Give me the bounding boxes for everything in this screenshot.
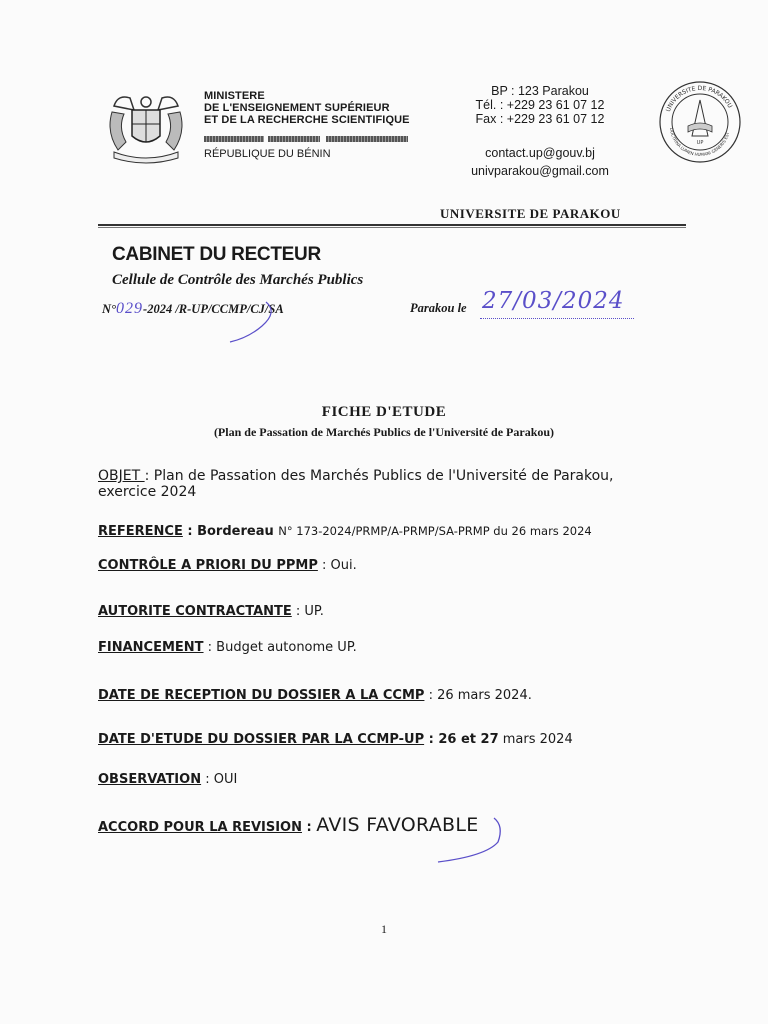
etude-value: mars 2024: [498, 732, 573, 747]
ministry-line: ET DE LA RECHERCHE SCIENTIFIQUE: [204, 114, 410, 126]
observation-label: OBSERVATION: [98, 772, 202, 787]
controle-row: [98, 558, 357, 573]
handwritten-date: 27/03/2024: [482, 288, 625, 314]
etude-row: [98, 732, 573, 747]
reference-label: REFERENCE: [98, 524, 183, 539]
header-divider: [98, 227, 686, 228]
header-divider: [98, 224, 686, 226]
telephone: Tél. : +229 23 61 07 12: [475, 98, 605, 112]
ministry-name: [204, 90, 410, 126]
etude-label: DATE D'ETUDE DU DOSSIER PAR LA CCMP-UP: [98, 732, 425, 747]
autorite-label: AUTORITE CONTRACTANTE: [98, 604, 292, 619]
fax: Fax : +229 23 61 07 12: [475, 112, 605, 126]
autorite-row: [98, 604, 324, 619]
benin-coat-of-arms-icon: [104, 92, 188, 164]
controle-label: CONTRÔLE A PRIORI DU PPMP: [98, 558, 318, 573]
ref-handwritten: 029: [116, 300, 144, 317]
objet-value: : Plan de Passation des Marchés Publics de l'Université de Parakou,: [144, 468, 614, 484]
university-seal-icon: [658, 80, 742, 164]
financement-row: [98, 640, 357, 655]
office-title: CABINET DU RECTEUR: [112, 244, 321, 265]
accord-row: [98, 814, 479, 836]
email-block: [440, 144, 640, 180]
reception-label: DATE DE RECEPTION DU DOSSIER A LA CCMP: [98, 688, 425, 703]
ministry-line: DE L'ENSEIGNEMENT SUPÉRIEUR: [204, 102, 390, 114]
objet-value-line2: exercice 2024: [98, 484, 197, 500]
flag-bar: [268, 136, 320, 142]
seal-up: UP: [696, 140, 704, 146]
office-subtitle: Cellule de Contrôle des Marchés Publics: [112, 272, 364, 288]
financement-label: FINANCEMENT: [98, 640, 204, 655]
accord-sep: :: [301, 820, 317, 835]
email-primary: contact.up@gouv.bj: [485, 146, 595, 160]
ref-prefix: N°: [102, 302, 117, 316]
pen-stroke-icon: [226, 300, 286, 344]
document-title: FICHE D'ETUDE: [321, 404, 447, 420]
republic-name: RÉPUBLIQUE DU BÉNIN: [204, 148, 331, 160]
place-label: Parakou le: [410, 301, 467, 315]
ref-suffix: -2024 /R-UP/CCMP/CJ/SA: [143, 302, 284, 316]
document-subtitle: (Plan de Passation de Marchés Publics de l'Université de Parakou): [213, 425, 555, 439]
etude-value-bold: : 26 et 27: [424, 732, 499, 747]
reference-sep: : Bordereau: [182, 524, 279, 539]
objet-row: [98, 468, 614, 500]
controle-value: : Oui.: [317, 558, 357, 573]
financement-value: : Budget autonome UP.: [203, 640, 357, 655]
observation-row: [98, 772, 237, 787]
flag-bar: [204, 136, 264, 142]
reception-row: [98, 688, 532, 703]
reception-value: : 26 mars 2024.: [424, 688, 532, 703]
contact-block: [452, 84, 628, 126]
reference-value: N° 173-2024/PRMP/A-PRMP/SA-PRMP du 26 mars 2024: [278, 524, 592, 538]
observation-value: : OUI: [201, 772, 238, 787]
ministry-line: MINISTERE: [204, 90, 265, 102]
accord-label: ACCORD POUR LA REVISION: [98, 820, 302, 835]
seal-text: UNIVERSITE DE PARAKOU: [664, 84, 734, 113]
signature-stroke-icon: [430, 812, 514, 868]
flag-bar: [326, 136, 408, 142]
university-name: UNIVERSITE DE PARAKOU: [440, 206, 621, 221]
autorite-value: : UP.: [291, 604, 324, 619]
date-dotted-line: [480, 318, 634, 320]
page-number: 1: [381, 922, 387, 936]
email-secondary: univparakou@gmail.com: [471, 164, 609, 178]
objet-label: OBJET: [98, 468, 145, 484]
seal-motto: DOCTRINA LUMEN HUMANI GENERIS EST: [669, 127, 731, 158]
accord-value: AVIS FAVORABLE: [316, 814, 479, 836]
po-box: BP : 123 Parakou: [491, 84, 589, 98]
reference-row: [98, 524, 592, 539]
